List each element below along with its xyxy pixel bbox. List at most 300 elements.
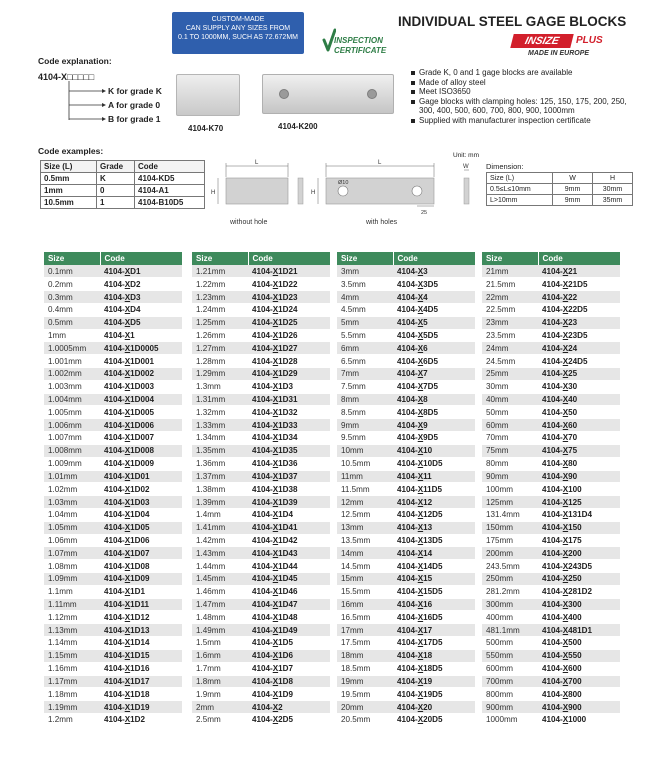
table-row (192, 368, 330, 381)
code-prefix: 4104- (252, 330, 273, 340)
table-row (192, 688, 330, 701)
custom-line: 0.1 TO 1000MM, SUCH AS 72.672MM (178, 33, 298, 41)
table-row (44, 573, 182, 586)
code-cell (393, 380, 475, 393)
code-suffix: 131D4 (568, 510, 592, 520)
code-suffix: 1D24 (278, 305, 298, 315)
grade-placeholder: X (562, 266, 569, 276)
code-prefix: 4104- (252, 382, 273, 392)
size-cell: 1.0005mm (44, 342, 100, 355)
code-prefix: 4104- (542, 433, 563, 443)
size-cell: 1.009mm (44, 457, 100, 470)
code-cell (393, 470, 475, 483)
brand-plus: PLUS (576, 35, 603, 46)
code-prefix: 4104- (397, 433, 418, 443)
grade-placeholder: X (562, 561, 569, 571)
grade-placeholder: X (124, 484, 131, 494)
size-cell: 16.5mm (337, 611, 393, 624)
code-prefix: 4104- (397, 484, 418, 494)
code-prefix: 4104- (397, 587, 418, 597)
size-cell: 1.1mm (44, 585, 100, 598)
code-cell (248, 547, 330, 560)
code-cell (393, 278, 475, 291)
code-prefix: 4104- (104, 266, 125, 276)
gage-block-image (176, 74, 240, 116)
code-cell (248, 406, 330, 419)
code-suffix: 1D009 (130, 459, 154, 469)
code-cell (100, 329, 182, 342)
code-prefix: 4104- (104, 484, 125, 494)
code-cell (248, 303, 330, 316)
image-caption-left: 4104-K70 (188, 124, 224, 133)
col-header-code: Code (393, 252, 475, 265)
grade-placeholder: X (272, 612, 279, 622)
size-cell: 15mm (337, 573, 393, 586)
table-row (44, 303, 182, 316)
grade-placeholder: X (272, 715, 279, 725)
table-row (482, 329, 620, 342)
size-cell: 5mm (337, 316, 393, 329)
code-cell (538, 675, 620, 688)
size-cell: 1.26mm (192, 329, 248, 342)
table-row (337, 585, 475, 598)
grade-placeholder: X (562, 305, 569, 315)
code-cell (393, 521, 475, 534)
code-suffix: 1D2 (130, 715, 145, 725)
col-header-code: Code (248, 252, 330, 265)
label-L2: L (378, 160, 382, 166)
grade-placeholder: X (272, 523, 279, 533)
table-row (192, 265, 330, 278)
grade-placeholder: X (272, 446, 279, 456)
grade-placeholder: X (272, 471, 279, 481)
grade-placeholder: X (124, 548, 131, 558)
size-cell: 1.31mm (192, 393, 248, 406)
grade-placeholder: X (562, 292, 569, 302)
table-row (337, 713, 475, 726)
size-cell: 1.04mm (44, 508, 100, 521)
grade-placeholder: X (417, 702, 424, 712)
code-cell (538, 470, 620, 483)
code-cell (538, 649, 620, 662)
code-prefix: 4104- (252, 433, 273, 443)
size-cell: 1.003mm (44, 380, 100, 393)
code-cell (100, 598, 182, 611)
table-row (337, 393, 475, 406)
table-row (337, 278, 475, 291)
code-cell (393, 419, 475, 432)
code-cell (248, 316, 330, 329)
size-cell: 11.5mm (337, 483, 393, 496)
code-suffix: 5 (423, 318, 428, 328)
code-suffix: 50 (568, 407, 578, 417)
code-prefix: 4104- (542, 561, 563, 571)
table-row (482, 406, 620, 419)
size-cell: 1.49mm (192, 624, 248, 637)
grade-placeholder: X (417, 612, 424, 622)
code-prefix: 4104- (542, 305, 563, 315)
table-row (44, 291, 182, 304)
table-row (482, 547, 620, 560)
table-row (337, 291, 475, 304)
grade-placeholder: X (417, 407, 424, 417)
code-cell (538, 611, 620, 624)
grade-placeholder: X (417, 433, 424, 443)
code-cell (248, 675, 330, 688)
size-cell: 1.35mm (192, 444, 248, 457)
table-row: L>10mm 9mm 35mm (487, 195, 633, 206)
size-cell: 1.006mm (44, 419, 100, 432)
code-prefix: 4104- (542, 625, 563, 635)
size-code-table-1 (44, 252, 182, 727)
code-suffix: 22D5 (568, 305, 588, 315)
code-prefix: 4104- (252, 548, 273, 558)
code-cell (538, 406, 620, 419)
code-suffix: 11D5 (423, 484, 443, 494)
custom-line: CAN SUPPLY ANY SIZES FROM (185, 24, 291, 32)
grade-placeholder: X (272, 587, 279, 597)
table-row (44, 355, 182, 368)
grade-placeholder: X (562, 330, 569, 340)
table-row (482, 278, 620, 291)
code-prefix: 4104- (542, 356, 563, 366)
table-row (44, 585, 182, 598)
size-cell: 175mm (482, 534, 538, 547)
code-prefix: 4104- (542, 407, 563, 417)
grade-placeholder: X (272, 484, 279, 494)
grade-placeholder: X (124, 292, 131, 302)
table-row (482, 265, 620, 278)
size-cell: 3mm (337, 265, 393, 278)
size-cell: 1.34mm (192, 432, 248, 445)
table-row (482, 303, 620, 316)
code-suffix: 1D008 (130, 446, 154, 456)
code-prefix: 4104- (104, 407, 125, 417)
grade-placeholder: X (417, 523, 424, 533)
grade-placeholder: X (562, 664, 569, 674)
code-prefix: 4104- (542, 612, 563, 622)
with-holes-caption: with holes (366, 219, 398, 226)
code-prefix: 4104- (542, 330, 563, 340)
grade-placeholder: X (562, 459, 569, 469)
grade-placeholder: X (417, 446, 424, 456)
size-cell: 1.48mm (192, 611, 248, 624)
code-cell (248, 380, 330, 393)
grade-placeholder: X (272, 702, 279, 712)
code-cell (100, 675, 182, 688)
code-prefix: 4104- (252, 715, 273, 725)
custom-line: CUSTOM-MADE (211, 16, 265, 23)
code-suffix: 800 (568, 689, 582, 699)
table-row (337, 496, 475, 509)
table-row (482, 496, 620, 509)
dimension-diagram (208, 158, 482, 218)
size-cell: 24mm (482, 342, 538, 355)
table-row (44, 688, 182, 701)
size-cell: 20.5mm (337, 713, 393, 726)
code-cell (248, 521, 330, 534)
code-prefix: 4104- (397, 471, 418, 481)
custom-made-banner (172, 12, 304, 54)
size-cell: 30mm (482, 380, 538, 393)
code-suffix: 20 (423, 702, 433, 712)
table-row (44, 342, 182, 355)
code-prefix: 4104- (397, 523, 418, 533)
grade-placeholder: X (417, 330, 424, 340)
code-prefix: 4104- (252, 638, 273, 648)
code-suffix: 7 (423, 369, 428, 379)
size-cell: 1.29mm (192, 368, 248, 381)
code-suffix: 20D5 (423, 715, 443, 725)
code-prefix: 4104- (542, 471, 563, 481)
table-row (337, 406, 475, 419)
grade-0-label: A for grade 0 (108, 100, 161, 110)
size-cell: 1.18mm (44, 688, 100, 701)
code-prefix: 4104- (104, 715, 125, 725)
code-prefix: 4104- (542, 292, 563, 302)
code-cell (248, 393, 330, 406)
grade-placeholder: X (124, 561, 131, 571)
code-cell (393, 291, 475, 304)
code-suffix: 1D45 (278, 574, 298, 584)
table-row (44, 521, 182, 534)
code-suffix: 1D32 (278, 407, 298, 417)
table-row (337, 611, 475, 624)
size-cell: 50mm (482, 406, 538, 419)
table-row (44, 675, 182, 688)
code-cell (393, 624, 475, 637)
grade-placeholder: X (562, 318, 569, 328)
code-cell (100, 483, 182, 496)
grade-placeholder: X (562, 420, 569, 430)
code-prefix: 4104- (397, 330, 418, 340)
code-suffix: 1D3 (278, 382, 293, 392)
grade-placeholder: X (417, 395, 424, 405)
code-prefix: 4104- (104, 497, 125, 507)
size-cell: 10mm (337, 444, 393, 457)
code-cell (100, 406, 182, 419)
code-suffix: 1D21 (278, 266, 298, 276)
size-cell: 21.5mm (482, 278, 538, 291)
code-prefix: 4104- (397, 664, 418, 674)
table-row (192, 675, 330, 688)
code-prefix: 4104- (397, 702, 418, 712)
code-suffix: D3 (130, 292, 141, 302)
grade-placeholder: X (124, 433, 131, 443)
table-row (337, 457, 475, 470)
feature-item: Grade K, 0 and 1 gage blocks are available (410, 68, 636, 78)
grade-placeholder: X (272, 279, 279, 289)
code-prefix: 4104- (252, 523, 273, 533)
code-cell (538, 419, 620, 432)
code-cell (538, 521, 620, 534)
code-prefix: 4104- (542, 664, 563, 674)
table-row (337, 560, 475, 573)
size-cell: 0.5mm (44, 316, 100, 329)
code-examples-table (40, 160, 205, 209)
code-prefix: 4104- (542, 318, 563, 328)
code-prefix: 4104- (252, 600, 273, 610)
code-prefix: 4104- (104, 664, 125, 674)
table-row (44, 265, 182, 278)
code-prefix: 4104- (542, 676, 563, 686)
code-prefix: 4104- (397, 689, 418, 699)
image-caption-right: 4104-K200 (278, 122, 318, 131)
code-cell (100, 355, 182, 368)
col-header-size: Size (44, 252, 100, 265)
code-cell (538, 637, 620, 650)
table-row (192, 470, 330, 483)
size-cell: 1.7mm (192, 662, 248, 675)
size-cell: 75mm (482, 444, 538, 457)
code-suffix: 4D5 (423, 305, 438, 315)
code-cell (248, 649, 330, 662)
table-row (482, 432, 620, 445)
code-tree-lines (60, 80, 108, 124)
grade-placeholder: X (272, 407, 279, 417)
code-prefix: 4104- (104, 420, 125, 430)
code-cell (393, 547, 475, 560)
code-suffix: 1D34 (278, 433, 298, 443)
code-cell (538, 393, 620, 406)
code-suffix: 400 (568, 612, 582, 622)
table-row (337, 368, 475, 381)
size-cell: 600mm (482, 662, 538, 675)
code-suffix: 125 (568, 497, 582, 507)
grade-placeholder: X (417, 689, 424, 699)
code-prefix: 4104- (542, 651, 563, 661)
code-suffix: 1D19 (130, 702, 150, 712)
size-cell: 22.5mm (482, 303, 538, 316)
grade-placeholder: X (562, 471, 569, 481)
code-prefix: 4104- (542, 382, 563, 392)
code-cell (538, 688, 620, 701)
code-suffix: 1D41 (278, 523, 298, 533)
code-cell (538, 380, 620, 393)
code-suffix: 6D5 (423, 356, 438, 366)
grade-placeholder: X (562, 510, 569, 520)
code-cell (393, 675, 475, 688)
size-cell: 16mm (337, 598, 393, 611)
table-row (482, 560, 620, 573)
code-prefix: 4104- (252, 343, 273, 353)
table-row (482, 444, 620, 457)
code-suffix: 1D17 (130, 676, 150, 686)
code-prefix: 4104- (397, 548, 418, 558)
size-cell: 1.09mm (44, 573, 100, 586)
table-row (482, 291, 620, 304)
grade-placeholder: X (562, 523, 569, 533)
table-row (482, 688, 620, 701)
code-prefix: 4104- (542, 266, 563, 276)
code-suffix: 1 (130, 330, 135, 340)
grade-placeholder: X (417, 266, 424, 276)
code-suffix: 1D25 (278, 318, 298, 328)
code-suffix: 1D8 (278, 676, 293, 686)
code-suffix: 1D28 (278, 356, 298, 366)
code-suffix: 500 (568, 638, 582, 648)
code-prefix: 4104- (252, 484, 273, 494)
grade-placeholder: X (562, 715, 569, 725)
code-prefix: 4104- (397, 382, 418, 392)
size-cell: 1.001mm (44, 355, 100, 368)
code-suffix: 1D39 (278, 497, 298, 507)
table-row (482, 534, 620, 547)
code-prefix: 4104- (104, 510, 125, 520)
code-cell (538, 624, 620, 637)
code-suffix: 600 (568, 664, 582, 674)
code-suffix: 7D5 (423, 382, 438, 392)
code-suffix: 25 (568, 369, 578, 379)
code-cell (100, 701, 182, 714)
grade-placeholder: X (417, 318, 424, 328)
grade-placeholder: X (417, 715, 424, 725)
size-cell: 70mm (482, 432, 538, 445)
code-suffix: 21D5 (568, 279, 588, 289)
code-suffix: 2 (278, 702, 283, 712)
code-suffix: 1D1 (130, 587, 145, 597)
size-cell: 1.36mm (192, 457, 248, 470)
code-suffix: 1D18 (130, 689, 150, 699)
size-cell: 8.5mm (337, 406, 393, 419)
table-row (337, 342, 475, 355)
size-cell: 1.32mm (192, 406, 248, 419)
grade-placeholder: X (272, 330, 279, 340)
code-explanation-title: Code explanation: (38, 56, 112, 66)
code-cell (248, 496, 330, 509)
code-cell (393, 713, 475, 726)
table-row (337, 701, 475, 714)
code-prefix: 4104- (252, 369, 273, 379)
size-cell: 6mm (337, 342, 393, 355)
grade-placeholder: X (272, 356, 279, 366)
code-prefix: 4104- (542, 702, 563, 712)
code-prefix: 4104- (397, 446, 418, 456)
grade-placeholder: X (417, 369, 424, 379)
table-row (192, 444, 330, 457)
size-cell: 24.5mm (482, 355, 538, 368)
inspection-certificate-logo (322, 28, 402, 58)
size-cell: 1.08mm (44, 560, 100, 573)
code-cell (393, 662, 475, 675)
grade-placeholder: X (124, 689, 131, 699)
code-suffix: 1D14 (130, 638, 150, 648)
code-cell (393, 649, 475, 662)
size-cell: 1.23mm (192, 291, 248, 304)
size-code-table-3 (337, 252, 475, 727)
code-cell (248, 419, 330, 432)
code-suffix: 1D33 (278, 420, 298, 430)
size-cell: 8mm (337, 393, 393, 406)
code-cell (248, 637, 330, 650)
feature-item: Meet ISO3650 (410, 87, 636, 97)
table-row: 10.5mm 1 4104-B10D5 (41, 197, 205, 209)
code-cell (100, 393, 182, 406)
grade-placeholder: X (124, 356, 131, 366)
code-suffix: 16D5 (423, 612, 443, 622)
table-row (482, 393, 620, 406)
feature-list (410, 68, 636, 126)
grade-placeholder: X (124, 471, 131, 481)
table-row (337, 649, 475, 662)
code-suffix: 550 (568, 651, 582, 661)
size-cell: 1.42mm (192, 534, 248, 547)
code-cell (100, 521, 182, 534)
code-prefix: 4104- (397, 420, 418, 430)
size-cell: 1.28mm (192, 355, 248, 368)
code-prefix: 4104- (104, 330, 125, 340)
code-prefix: 4104- (252, 651, 273, 661)
